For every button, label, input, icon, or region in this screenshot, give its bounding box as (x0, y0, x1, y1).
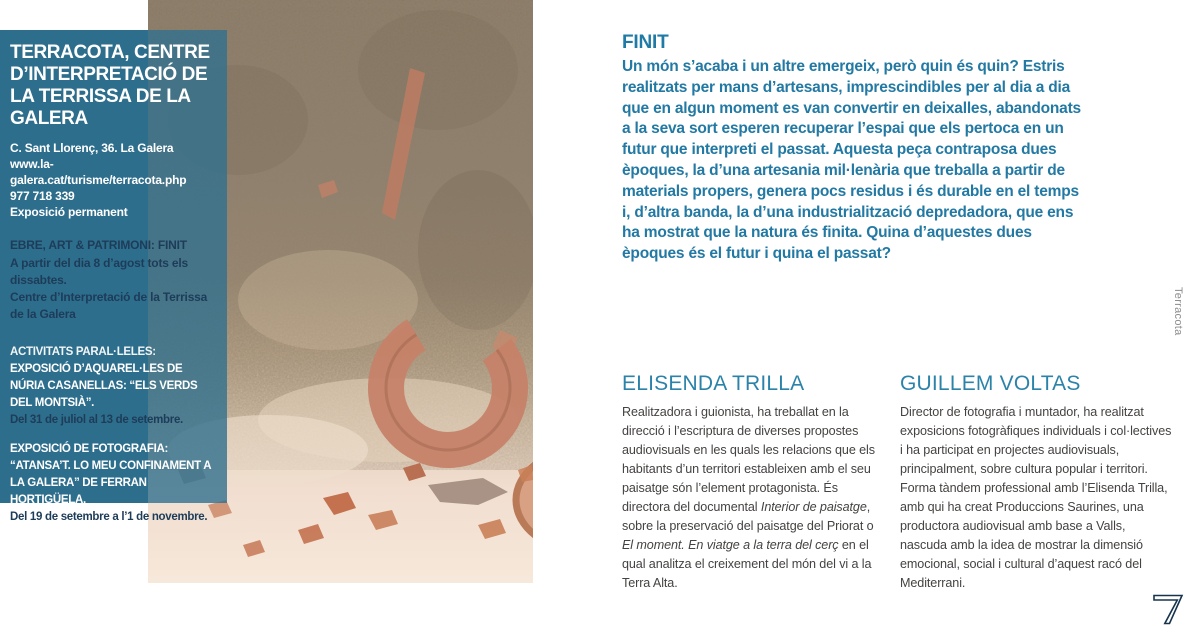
parallel-item-title: EXPOSICIÓ D’AQUAREL·LES DE NÚRIA CASANELLAS: “ELS VERDS DEL MONTSIÀ”. (10, 363, 198, 409)
event-block (10, 237, 217, 323)
event-schedule: A partir del dia 8 d’agost tots els dissabtes. (10, 256, 188, 287)
bio-text: , sobre la preservació del paisatge del Priorat o (622, 500, 874, 533)
bio-text: en el qual analitza el creixement del món del vi a la Terra Alta. (622, 538, 872, 590)
person-name: ELISENDA TRILLA (622, 372, 805, 395)
venue-meta (10, 140, 217, 220)
article-heading: FINIT (622, 32, 669, 53)
parallel-heading: ACTIVITATS PARAL·LELES: (10, 346, 156, 358)
parallel-item-dates: Del 19 de setembre a l’1 de novembre. (10, 511, 208, 523)
article-body: Un món s’acaba i un altre emergeix, però quin és quin? Estris realitzats per mans d’artesans, imprescindibles per al dia a dia que en algun moment es van convertir en deixalles, abandonats a la seva sort esperen recuperar l’espai que els pertoca en un futur que interpreti el passat. Aquesta peça contraposa dues èpoques, la d’una artesania mil·lenària que treballa a partir de materials propers, genera pocs residus i és durable en el temps i, d’altra banda, la d’una industrialització depredadora, que ens ha mostrat que la natura és finita. Quina d’aquestes dues èpoques és el futur i quina el passat? (622, 58, 1081, 263)
venue-website: www.la-galera.cat/turisme/terracota.php (10, 157, 187, 187)
bio-elisenda-trilla (622, 372, 887, 593)
parallel-item-title: EXPOSICIÓ DE FOTOGRAFIA: “ATANSA’T. LO MEU CONFINAMENT A LA GALERA” DE FERRAN HORTIGÜELA. (10, 443, 211, 506)
page-number-7 (1152, 594, 1184, 625)
venue-address: C. Sant Llorenç, 36. La Galera (10, 141, 174, 155)
bio-work-title: El moment. En viatge a la terra del cerç (622, 538, 839, 552)
venue-title: TERRACOTA, CENTRE D’INTERPRETACIÓ DE LA TERRISSA DE LA GALERA (10, 42, 210, 129)
person-bio (622, 403, 887, 593)
venue-phone: 977 718 339 (10, 189, 75, 203)
person-bio (900, 403, 1174, 593)
article-finit (622, 32, 1090, 265)
section-side-label: Terracota (1172, 287, 1184, 336)
bio-text: Director de fotografia i muntador, ha realitzat exposicions fotogràfiques individuals i col·lectives i ha participat en projectes audiovisuals, principalment, sobre cultura popular i territori. Forma tàndem professional amb l’Elisenda Trilla, amb qui ha creat Produccions Saurines, una productora audiovisual amb base a Valls, nascuda amb la idea de mostrar la dimensió emocional, social i cultural d’aquest racó del Mediterrani. (900, 405, 1172, 590)
bio-work-title: Interior de paisatge (760, 500, 867, 514)
parallel-item (10, 441, 217, 526)
parallel-item (10, 361, 217, 429)
bio-text: Realitzadora i guionista, ha treballat en la direcció i l’escriptura de diverses propostes audiovisuals en les quals les relacions que els habitants d’un territori estableixen amb el seu paisatge són l’element protagonista. És directora del documental (622, 405, 875, 514)
event-title: EBRE, ART & PATRIMONI: FINIT (10, 238, 187, 252)
parallel-item-dates: Del 31 de juliol al 13 de setembre. (10, 414, 183, 426)
parallel-activities (10, 344, 217, 526)
event-venue: Centre d’Interpretació de la Terrissa de la Galera (10, 290, 208, 321)
info-panel (0, 30, 227, 523)
bio-guillem-voltas (900, 372, 1174, 593)
person-name: GUILLEM VOLTAS (900, 372, 1081, 395)
venue-hours: Exposició permanent (10, 205, 128, 219)
